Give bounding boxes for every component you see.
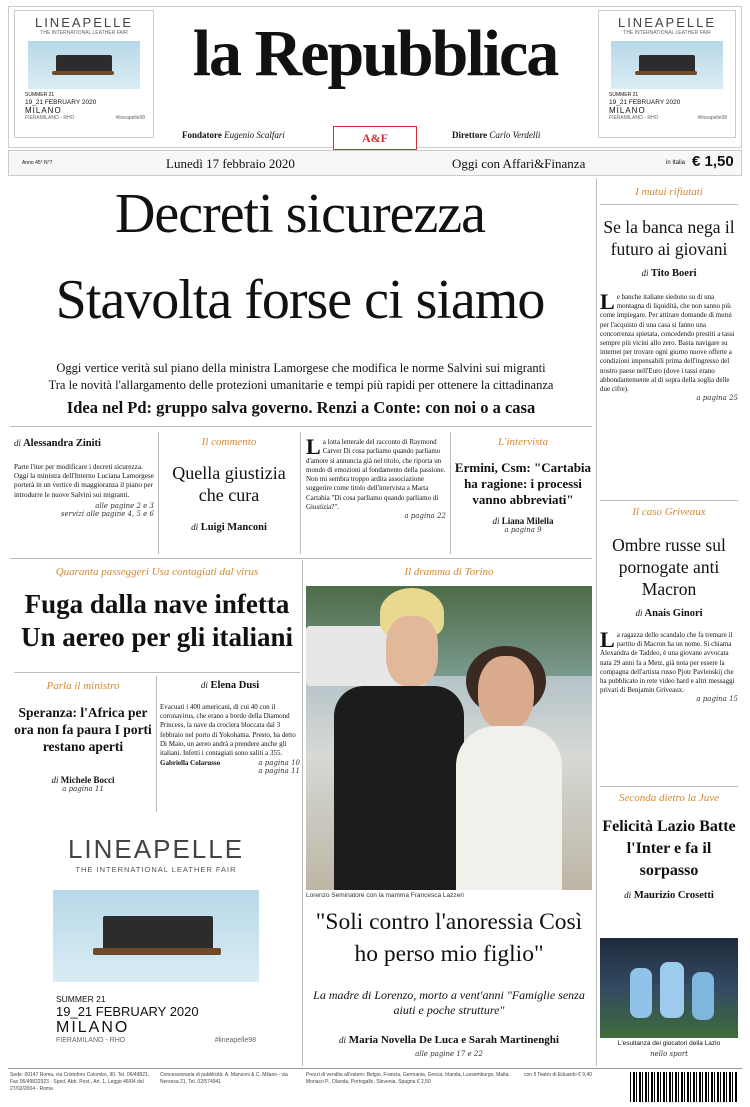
ad-lineapelle-right[interactable] bbox=[598, 10, 736, 138]
col-dusi: di Elena Dusi Evacuati i 400 americani, di cui 40 con il coronavirus, che erano a bordo della Diamond Princess, la nave da crociera bloccata dal 3 febbraio nel porto di Yokohama. Presto, ha detto Di Maio, un aereo andrà a prendere anche gli italiani. Infetti i contagiati sono saliti a 355. Gabriella Colarusso a pagina 10 a pagina 11 bbox=[160, 680, 300, 776]
issue-date: Lunedì 17 febbraio 2020 bbox=[166, 156, 295, 171]
speranza-title[interactable]: Speranza: l'Africa per ora non fa paura I porti restano aperti bbox=[14, 705, 152, 754]
ad-hashtag: #lineapelle98 bbox=[115, 115, 145, 121]
page-ref[interactable]: nello sport bbox=[649, 1050, 688, 1058]
page-ref[interactable]: a pagina 22 bbox=[404, 512, 446, 521]
ad-city: MILANO bbox=[25, 106, 62, 115]
ad-dates: 19_21 FEBRUARY 2020 bbox=[609, 99, 681, 106]
article-text: Evacuati i 400 americani, di cui 40 con il coronavirus, che erano a bordo della Diamond Princess, la nave da crociera bloccata dal 3 febbraio nel porto di Yokohama. Presto, ha detto Di Maio, un aereo andrà a prendere anche gli italiani. Infetti i contagiati sono saliti a 355. bbox=[160, 703, 296, 758]
col-commento: Il commento Quella giustizia che cura di Luigi Manconi bbox=[162, 436, 296, 533]
griveaux-title[interactable]: Ombre russe sul pornogate anti Macron bbox=[612, 535, 726, 599]
ad-hashtag: #lineapelle98 bbox=[697, 115, 727, 121]
lazio-photo[interactable] bbox=[600, 938, 738, 1038]
ad-tagline: THE INTERNATIONAL LEATHER FAIR bbox=[40, 30, 128, 36]
intervista-title[interactable]: Ermini, Csm: "Cartabia ha ragione: i processi vanno abbreviati" bbox=[454, 460, 592, 507]
ad-brand: LINEAPELLE bbox=[34, 15, 134, 30]
ad-dates: 19_21 FEBRUARY 2020 bbox=[25, 99, 97, 106]
supplement-note: Oggi con Affari&Finanza bbox=[452, 156, 586, 171]
ad-venue: FIERAMILANO - RHO bbox=[25, 115, 75, 121]
founder-line: Fondatore Eugenio Scalfari bbox=[182, 130, 285, 140]
ad-lineapelle-big[interactable]: LINEAPELLE THE INTERNATIONAL LEATHER FAIR SUMMER 21 19_21 FEBRUARY 2020 MILANO FIERAMILANO - RHO #lineapelle98 bbox=[10, 814, 302, 1064]
sidebar-lazio: Seconda dietro la Juve Felicità Lazio Batte l'Inter e fa il sorpasso di Maurizio Crosetti bbox=[600, 792, 738, 901]
lead-sub-1: Oggi vertice verità sul piano della ministra Lamorgese che modifica le norme Salvini sui migranti bbox=[56, 361, 546, 375]
torino-authors: di Maria Novella De Luca e Sarah Martinenghi bbox=[339, 1034, 559, 1046]
director-line: Direttore Carlo Verdelli bbox=[452, 130, 541, 140]
torino-headline[interactable]: "Soli contro l'anoressia Così ho perso mio figlio" bbox=[315, 909, 583, 967]
price-label: in Italia bbox=[666, 160, 686, 166]
ad-season: SUMMER 21 bbox=[609, 92, 639, 98]
lead-headline-1[interactable]: Decreti sicurezza bbox=[114, 183, 486, 245]
article-text: Parte l'iter per modificare i decreti sicurezza. Oggi la ministra dell'Interno Luciana Lamorgese porterà in un vertice di maggioranza il piano per introdurre le nuove Salvini sui migranti. bbox=[14, 463, 154, 499]
col-speranza: Parla il ministro Speranza: l'Africa per ora non fa paura I porti restano aperti di Michele Bocci a pagina 11 bbox=[14, 680, 152, 793]
issue-number: Anno 45° N°7 bbox=[22, 160, 53, 166]
page-ref[interactable]: alle pagine 2 e 3 bbox=[95, 501, 154, 510]
sidebar-boeri: I mutui rifiutati Se la banca nega il futuro ai giovani di Tito Boeri Le banche italiane siedono su di una montagna di liquidità, che non sanno più come impiegare. Per attirare domande di mutui per l'acquisto di una casa si fanno una concorrenza spietata, concedendo prestiti a tassi sempre più vicini allo zero. Basta navigare su internet per trovare ogni giorno nuove offerte a condizioni impensabili prima dell'ingresso del nostro paese nell'Euro (dove i tassi erano abbondantemente al di sopra della soglia delle due cifre). a pagina 25 bbox=[600, 186, 738, 403]
lead-headline-2[interactable]: Stavolta forse ci siamo bbox=[55, 269, 545, 331]
newspaper-title[interactable]: la Repubblica bbox=[192, 17, 558, 90]
col-ziniti: di Alessandra Ziniti Parte l'iter per modificare i decreti sicurezza. Oggi la ministra dell'Interno Luciana Lamorgese porterà in un vertice di maggioranza il piano per introdurre le nuove Salvini sui migranti. alle pagine 2 e 3 servizi alle pagine 4, 5 e 6 bbox=[14, 438, 154, 518]
af-logo: A&F bbox=[333, 126, 417, 150]
virus-kicker: Quaranta passeggeri Usa contagiati dal virus bbox=[55, 566, 259, 578]
ad-brand: LINEAPELLE bbox=[617, 15, 717, 30]
virus-headline[interactable]: Fuga dalla nave infetta Un aereo per gli italiani bbox=[21, 589, 293, 652]
ad-tagline: THE INTERNATIONAL LEATHER FAIR bbox=[623, 30, 711, 36]
torino-photo[interactable] bbox=[306, 586, 592, 890]
lazio-caption: L'esultanza dei giocatori della Lazio bbox=[617, 1040, 721, 1047]
ad-city: MILANO bbox=[609, 106, 646, 115]
page-ref[interactable]: alle pagine 17 e 22 bbox=[415, 1050, 483, 1058]
lazio-title[interactable]: Felicità Lazio Batte l'Inter e fa il sorpasso bbox=[602, 818, 736, 879]
page-ref[interactable]: servizi alle pagine 4, 5 e 6 bbox=[60, 509, 154, 518]
lead-sub-2: Tra le novità l'allargamento delle protezioni umanitarie e tempi più rapidi per ottenere la cittadinanza bbox=[48, 378, 554, 392]
ad-venue: FIERAMILANO - RHO bbox=[609, 115, 659, 121]
footer-prices: Prezzi di vendita all'estero: Belgio, Francia, Germania, Grecia, Irlanda, Lussemburgo, Malta, Monaco P., Olanda, Portogallo, Slovenia, Spagna € 2,50 bbox=[306, 1072, 510, 1085]
photo-caption: Lorenzo Seminatore con la mamma Francesca Lazzeri bbox=[306, 892, 464, 899]
ad-image bbox=[53, 890, 259, 982]
footer-info: Sede: 00147 Roma, via Cristoforo Colombo, 90. Tel. 06/49821, Fax 06/49822923 - Sped. Abb. Post., Art. 1, Legge 46/04 del 27/02/2004 - Roma bbox=[10, 1072, 150, 1092]
commento-title[interactable]: Quella giustizia che cura bbox=[172, 463, 286, 505]
article-text: a lotta letterale del racconto di Raymond Carver Di cosa parliamo quando parliamo d'amore si annuncia già nel titolo, che riporta un mondo di emozioni al fondamento della passione. Non mi sembra troppo ardita associazione suggerire come titolo dell'intervista a Marta Cartabia "Di cosa parliamo quando parliamo di Giustizia?". bbox=[306, 438, 446, 512]
date-bar bbox=[8, 150, 742, 176]
barcode bbox=[630, 1072, 738, 1102]
ad-season: SUMMER 21 bbox=[25, 92, 55, 98]
price: € 1,50 bbox=[692, 153, 734, 170]
footer-ads: Concessionaria di pubblicità: A. Manzoni & C. Milano - via Nervesa 21, Tel. 02/574941 bbox=[160, 1072, 288, 1085]
author-ziniti: Alessandra Ziniti bbox=[23, 438, 101, 449]
ad-lineapelle-left[interactable] bbox=[14, 10, 154, 138]
sidebar-griveaux: Il caso Griveaux Ombre russe sul pornogate anti Macron di Anais Ginori La ragazza dello scandalo che fa tremare il partito di Macron ha un nome. Si chiama Alexandra de Taddeo, è una giovane avvocata nata 29 anni fa a Metz, già nota per essere la compagna dell'artista russo Pjotr Pavlenskij che ha pubblicato in rete video hard e altri messaggi privati di Benjamin Griveaux. a pagina 15 bbox=[600, 506, 738, 704]
footer-extra: con Il Teatro di Eduardo € 9,40 bbox=[524, 1072, 593, 1078]
ad-image bbox=[611, 41, 723, 89]
col-carver: La lotta letterale del racconto di Raymond Carver Di cosa parliamo quando parliamo d'amore si annuncia già nel titolo, che riporta un mondo di emozioni al fondamento della passione. Non mi sembra troppo ardita associazione suggerire come titolo dell'intervista a Marta Cartabia "Di cosa parliamo quando parliamo di Giustizia?". a pagina 22 bbox=[306, 434, 446, 521]
ad-image bbox=[28, 41, 140, 89]
torino-kicker: Il dramma di Torino bbox=[404, 566, 494, 578]
torino-sub: La madre di Lorenzo, morto a vent'anni "Famiglie senza aiuti e poche strutture" bbox=[313, 988, 585, 1017]
boeri-title[interactable]: Se la banca nega il futuro ai giovani bbox=[603, 217, 735, 259]
lead-deck[interactable]: Idea nel Pd: gruppo salva governo. Renzi a Conte: con noi o a casa bbox=[66, 398, 536, 417]
col-intervista: L'intervista Ermini, Csm: "Cartabia ha ragione: i processi vanno abbreviati" di Liana Milella a pagina 9 bbox=[454, 436, 592, 534]
kicker: Il commento bbox=[201, 436, 257, 448]
